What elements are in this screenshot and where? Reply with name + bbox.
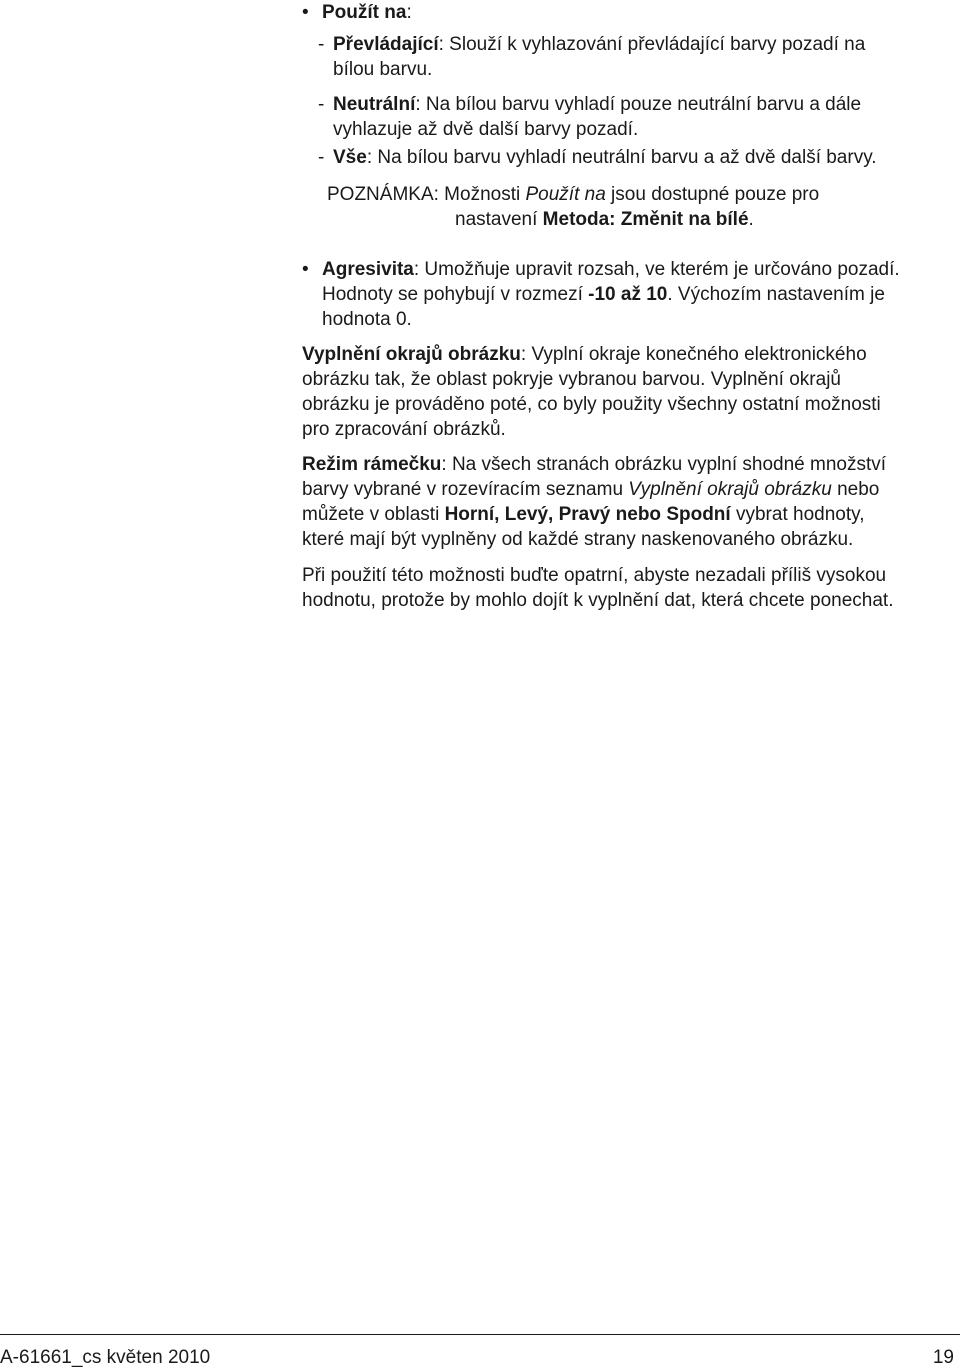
- option-term: Převládající: [333, 34, 439, 55]
- option-desc-cont: vyhlazuje až dvě další barvy pozadí.: [333, 119, 639, 140]
- option-term: Vše: [333, 147, 367, 168]
- aggressivity-range-prefix: Hodnoty se pohybují v rozmezí: [322, 284, 589, 305]
- use-on-term: Použít na: [322, 2, 407, 23]
- border-fill-line1: : Vyplní okraje konečného elektronického: [520, 344, 867, 365]
- option-desc: : Slouží k vyhlazování převládající barvy pozadí na: [438, 34, 866, 55]
- option-prevladajici: [318, 32, 938, 82]
- note-cont-prefix: nastavení: [455, 209, 543, 230]
- frame-mode-line3-suffix: vybrat hodnoty,: [730, 504, 865, 525]
- bullet-icon: •: [302, 2, 309, 23]
- option-desc: : Na bílou barvu vyhladí neutrální barvu a až dvě další barvy.: [366, 147, 877, 168]
- dash-icon: -: [318, 34, 325, 55]
- dash-icon: -: [318, 147, 325, 168]
- aggressivity-desc: : Umožňuje upravit rozsah, ve kterém je určováno pozadí.: [413, 259, 900, 280]
- footer-page-number: 19: [932, 1347, 954, 1368]
- footer-doc-id: A-61661_cs květen 2010: [0, 1347, 211, 1368]
- frame-mode-line1: : Na všech stranách obrázku vyplní shodné množství: [441, 454, 887, 475]
- frame-mode-line2-prefix: barvy vybrané v rozevíracím seznamu: [302, 479, 629, 500]
- border-fill-line4: pro zpracování obrázků.: [302, 419, 506, 440]
- aggressivity-max: 10: [646, 284, 668, 305]
- frame-mode-sides: Horní, Levý, Pravý nebo Spodní: [444, 504, 731, 525]
- caution-line2: hodnotu, protože by mohlo dojít k vyplnění dat, která chcete ponechat.: [302, 590, 894, 611]
- use-on-bullet: [302, 0, 952, 25]
- border-fill-paragraph: [302, 342, 957, 442]
- aggressivity-default: hodnota 0.: [322, 309, 412, 330]
- frame-mode-line3-prefix: můžete v oblasti: [302, 504, 445, 525]
- option-neutralni: [318, 92, 938, 142]
- frame-mode-line2-suffix: nebo: [831, 479, 880, 500]
- frame-mode-term: Režim rámečku: [302, 454, 442, 475]
- border-fill-term: Vyplnění okrajů obrázku: [302, 344, 521, 365]
- aggressivity-term: Agresivita: [322, 259, 414, 280]
- note-block: [327, 182, 927, 232]
- option-term: Neutrální: [333, 94, 416, 115]
- use-on-colon: :: [406, 2, 412, 23]
- note-bold: Metoda: Změnit na bílé: [542, 209, 749, 230]
- note-end: .: [748, 209, 754, 230]
- note-text: jsou dostupné pouze pro: [605, 184, 820, 205]
- border-fill-line3: obrázku je prováděno poté, co byly použity všechny ostatní možnosti: [302, 394, 881, 415]
- caution-paragraph: [302, 563, 957, 613]
- option-vse: [318, 145, 938, 170]
- frame-mode-line4: které mají být vyplněny od každé strany naskenovaného obrázku.: [302, 529, 854, 550]
- note-italic: Použít na: [525, 184, 606, 205]
- bullet-icon: •: [302, 259, 309, 280]
- aggressivity-range-mid: až: [615, 284, 647, 305]
- caution-line1: Při použití této možnosti buďte opatrní, abyste nezadali příliš vysokou: [302, 565, 887, 586]
- aggressivity-range-suffix: . Výchozím nastavením je: [667, 284, 885, 305]
- option-desc: : Na bílou barvu vyhladí pouze neutrální barvu a dále: [415, 94, 862, 115]
- aggressivity-bullet: [302, 257, 952, 332]
- dash-icon: -: [318, 94, 325, 115]
- frame-mode-paragraph: [302, 452, 957, 552]
- frame-mode-line2-italic: Vyplnění okrajů obrázku: [628, 479, 832, 500]
- note-label: POZNÁMKA: Možnosti: [327, 184, 526, 205]
- footer-divider: [0, 1334, 960, 1335]
- border-fill-line2: obrázku tak, že oblast pokryje vybranou barvou. Vyplnění okrajů: [302, 369, 841, 390]
- aggressivity-min: -10: [588, 284, 616, 305]
- option-desc-cont: bílou barvu.: [333, 59, 433, 80]
